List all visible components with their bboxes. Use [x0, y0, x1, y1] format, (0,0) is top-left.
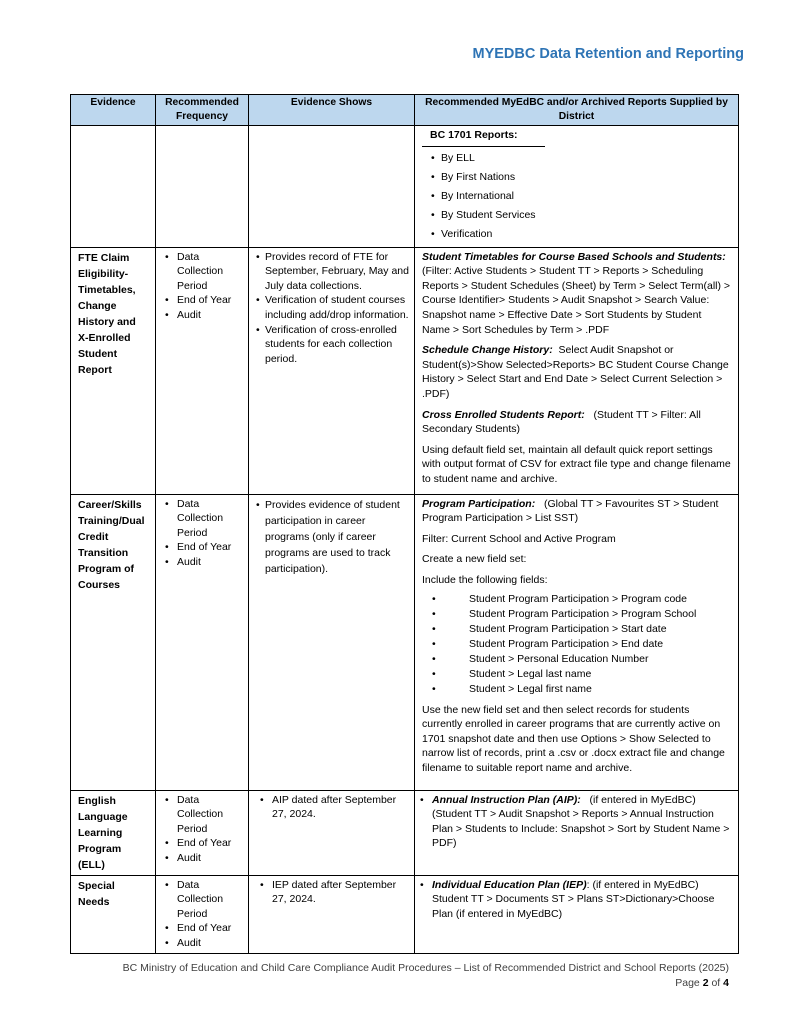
header-evidence: Evidence [71, 95, 156, 126]
report-list [415, 793, 732, 851]
report-label: Cross Enrolled Students Report: [422, 408, 585, 421]
bc1701-list [422, 149, 732, 244]
report-paragraph: Program Participation: (Global TT > Favourites ST > Student Program Participation > List SST) [422, 497, 719, 525]
report-label: Schedule Change History: [422, 344, 553, 357]
list-item: • Audit [160, 851, 246, 866]
list-item: • Audit [160, 308, 246, 323]
list-item: • Data Collection Period [160, 878, 246, 922]
report-paragraph: Create a new field set: [422, 553, 527, 566]
list-item: • Verification [422, 225, 732, 244]
evidence-cell: Career/Skills Training/Dual Credit Transition Program of Courses [71, 494, 156, 790]
reports-table [70, 94, 739, 954]
report-label: Student Timetables for Course Based Schools and Students: [422, 250, 726, 263]
list-item: • Audit [160, 936, 246, 951]
list-item: • Verification of student courses including add/drop information. [255, 293, 410, 322]
frequency-list [160, 878, 246, 951]
page-footer [123, 961, 729, 991]
report-paragraph: Filter: Current School and Active Program [422, 532, 616, 545]
list-item: • Student > Legal last name [422, 667, 732, 682]
frequency-list [160, 250, 246, 323]
report-label: Individual Education Plan (IEP) [432, 878, 587, 891]
report-paragraph: Using default field set, maintain all default quick report settings with output format of CSV for extract file type and change filename to student name and archive. [422, 443, 731, 485]
list-item: • Student Program Participation > End date [422, 637, 732, 652]
list-item: • Provides evidence of student participation in career programs (only if career programs are used to track participation). [255, 497, 410, 577]
report-label: Annual Instruction Plan (AIP): [432, 793, 581, 806]
page-number: Page 2 of 4 [675, 977, 729, 989]
page-header-title: MYEDBC Data Retention and Reporting [472, 46, 744, 62]
evidence-shows-list [255, 793, 410, 822]
frequency-list [160, 793, 246, 866]
list-item: • Verification of cross-enrolled students for each collection period. [255, 323, 410, 367]
list-item: • End of Year [160, 836, 246, 851]
list-item: • Student Program Participation > Program School [422, 607, 732, 622]
frequency-list [160, 497, 246, 570]
report-paragraph: Include the following fields: [422, 573, 548, 586]
list-item: • Data Collection Period [160, 250, 246, 294]
list-item: • Individual Education Plan (IEP): (if entered in MyEdBC) Student TT > Documents ST > Plans ST>Dictionary>Choose Plan (if entered in MyEdBC) [415, 878, 732, 922]
list-item: • Student > Personal Education Number [422, 652, 732, 667]
evidence-cell: Special Needs [71, 875, 156, 953]
list-item: • By International [422, 187, 732, 206]
list-item: • End of Year [160, 540, 246, 555]
list-item: • AIP dated after September 27, 2024. [255, 793, 410, 822]
table-row [71, 875, 739, 953]
list-item: • Provides record of FTE for September, February, May and July data collections. [255, 250, 410, 294]
list-item: • Student Program Participation > Start date [422, 622, 732, 637]
list-item: • Student Program Participation > Program code [422, 592, 732, 607]
evidence-cell: English Language Learning Program (ELL) [71, 790, 156, 875]
list-item: • By ELL [422, 149, 732, 168]
header-frequency: Recommended Frequency [156, 95, 249, 126]
table-row [71, 790, 739, 875]
evidence-shows-list [255, 878, 410, 907]
list-item: • Data Collection Period [160, 793, 246, 837]
list-item: • By Student Services [422, 206, 732, 225]
list-item: • Annual Instruction Plan (AIP): (if entered in MyEdBC) (Student TT > Audit Snapshot > Reports > Annual Instruction Plan > Students to Include: Snapshot > Sort by Student Name > PDF) [415, 793, 732, 851]
report-list [415, 878, 732, 922]
list-item: • End of Year [160, 293, 246, 308]
bc1701-title: BC 1701 Reports: [422, 126, 545, 147]
report-paragraph: Student Timetables for Course Based Schools and Students: (Filter: Active Students > Student TT > Reports > Scheduling Reports > Student Schedules (Sheet) by Term > Select Term(all) > Course Identifier> Students > Audit Snapshot > Search Value: Snapshot name > Effective Date > Sort Students by Student Name > Sort Schedules by Term > .PDF [422, 250, 731, 336]
evidence-shows-list [255, 250, 410, 367]
table-row [71, 126, 739, 248]
header-evidence-shows: Evidence Shows [249, 95, 415, 126]
report-label: Program Participation: [422, 497, 536, 510]
footer-text: BC Ministry of Education and Child Care Compliance Audit Procedures – List of Recommended District and School Reports (2025) [122, 962, 729, 974]
header-reports: Recommended MyEdBC and/or Archived Reports Supplied by District [415, 95, 739, 126]
report-paragraph: Schedule Change History: Select Audit Snapshot or Student(s)>Show Selected>Reports> BC Student Course Change History > Select Start and End Date > Select Current Selection > .PDF) [422, 344, 729, 400]
list-item: • IEP dated after September 27, 2024. [255, 878, 410, 907]
evidence-shows-list [255, 497, 410, 577]
report-paragraph: Cross Enrolled Students Report: (Student TT > Filter: All Secondary Students) [422, 408, 701, 436]
list-item: • End of Year [160, 921, 246, 936]
list-item: • By First Nations [422, 168, 732, 187]
list-item: • Student > Legal first name [422, 682, 732, 697]
report-paragraph: Use the new field set and then select records for students currently enrolled in career programs that are currently active on 1701 snapshot date and then use Options > Show Selected to narrow list of records, print a .csv or .docx extract file and change filename to suitable report name and archive. [422, 703, 725, 774]
evidence-cell: FTE Claim Eligibility-Timetables, Change History and X-Enrolled Student Report [71, 247, 156, 494]
list-item: • Data Collection Period [160, 497, 246, 541]
table-row [71, 494, 739, 790]
table-row [71, 247, 739, 494]
fields-list [422, 592, 732, 697]
list-item: • Audit [160, 555, 246, 570]
table-header-row [71, 95, 739, 126]
